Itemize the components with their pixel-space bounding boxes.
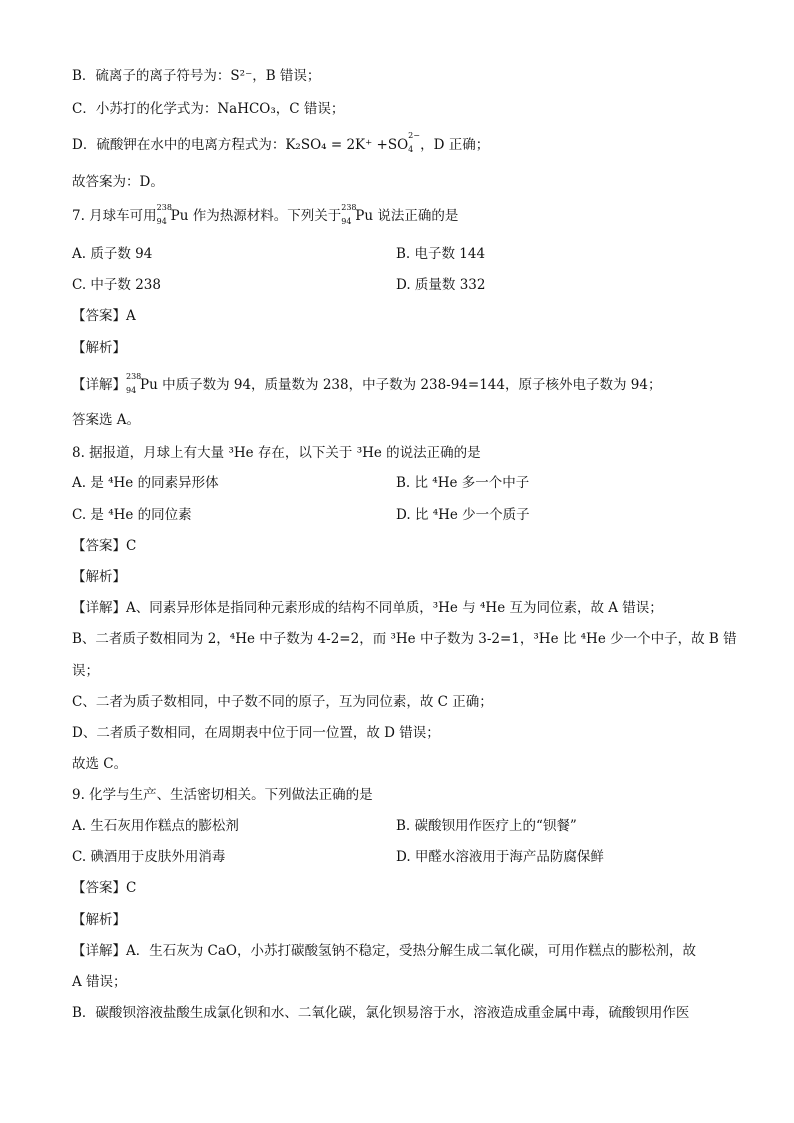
detail-line: D、二者质子数相同，在周期表中位于同一位置，故 D 错误；	[72, 725, 440, 741]
mass-number: 238	[156, 203, 172, 212]
analysis-label: 【解析】	[72, 912, 126, 928]
detail-line: 误；	[72, 663, 99, 679]
atomic-number: 94	[126, 386, 137, 395]
option-d: D. 甲醛水溶液用于海产品防腐保鲜	[396, 849, 604, 865]
ion-subscript: 4	[408, 145, 414, 154]
text-line: 故答案为：D。	[72, 174, 164, 190]
detail-line: 【详解】A、同素异形体是指同种元素形成的结构不同单质，³He 与 ⁴He 互为同位素，故 A 错误；	[72, 600, 663, 616]
detail-label: 【详解】	[72, 377, 126, 393]
option-b: B. 碳酸钡用作医疗上的“钡餐”	[396, 818, 577, 834]
equation-text: D．硫酸钾在水中的电离方程式为：K₂SO₄ = 2K⁺ +SO	[72, 137, 409, 153]
option-a: A. 是 ⁴He 的同素异形体	[72, 475, 219, 491]
text-span: Pu 中质子数为 94，质量数为 238，中子数为 238-94=144，原子核外电子数为 94；	[140, 377, 662, 393]
text-line: 故选 C。	[72, 756, 128, 772]
question-9: 9. 化学与生产、生活密切相关。下列做法正确的是	[72, 787, 373, 803]
option-c: C. 是 ⁴He 的同位素	[72, 507, 192, 523]
atomic-number: 94	[156, 217, 167, 226]
option-d: D. 比 ⁴He 少一个质子	[396, 507, 530, 523]
text-span: Pu 说法正确的是	[355, 208, 459, 224]
option-c: C. 中子数 238	[72, 277, 161, 293]
option-d: D. 质量数 332	[396, 277, 486, 293]
detail-line: 【详解】A．生石灰为 CaO，小苏打碳酸氢钠不稳定，受热分解生成二氧化碳，可用作糕点的膨松剂，故	[72, 943, 696, 959]
option-c: C. 碘酒用于皮肤外用消毒	[72, 849, 226, 865]
text-span: Pu 作为热源材料。下列关于	[170, 208, 342, 224]
nuclide-notation	[341, 203, 357, 226]
detail-line: A 错误；	[72, 974, 127, 990]
text-line: B．硫离子的离子符号为：S²⁻，B 错误；	[72, 68, 321, 84]
text-line: C．小苏打的化学式为：NaHCO₃，C 错误；	[72, 101, 345, 117]
answer-label: 【答案】A	[72, 308, 136, 324]
text-span: ，D 正确；	[420, 137, 490, 153]
answer-label: 【答案】C	[72, 538, 137, 554]
analysis-label: 【解析】	[72, 569, 126, 585]
detail-line: B、二者质子数相同为 2，⁴He 中子数为 4-2=2，而 ³He 中子数为 3-2=1，³He 比 ⁴He 少一个中子，故 B 错	[72, 631, 737, 647]
mass-number: 238	[126, 372, 142, 381]
answer-label: 【答案】C	[72, 880, 137, 896]
question-8: 8. 据报道，月球上有大量 ³He 存在，以下关于 ³He 的说法正确的是	[72, 445, 481, 461]
option-b: B. 比 ⁴He 多一个中子	[396, 475, 530, 491]
mass-number: 238	[341, 203, 357, 212]
nuclide-notation	[126, 372, 142, 395]
detail-line	[72, 372, 662, 395]
text-line	[72, 131, 490, 154]
analysis-label: 【解析】	[72, 340, 126, 356]
option-a: A. 生石灰用作糕点的膨松剂	[72, 818, 239, 834]
ion-charge: 2−	[408, 131, 420, 140]
atomic-number: 94	[341, 217, 352, 226]
detail-line: C、二者为质子数相同，中子数不同的原子，互为同位素，故 C 正确；	[72, 694, 493, 710]
text-span: 7. 月球车可用	[72, 208, 157, 224]
option-b: B. 电子数 144	[396, 246, 486, 262]
detail-line: B．碳酸钡溶液盐酸生成氯化钡和水、二氧化碳，氯化钡易溶于水，溶液造成重金属中毒，硫酸钡用作医	[72, 1005, 690, 1021]
question-7	[72, 203, 459, 226]
sulfate-superscript	[408, 131, 420, 154]
nuclide-notation	[156, 203, 172, 226]
text-line: 答案选 A。	[72, 412, 141, 428]
option-a: A. 质子数 94	[72, 246, 153, 262]
